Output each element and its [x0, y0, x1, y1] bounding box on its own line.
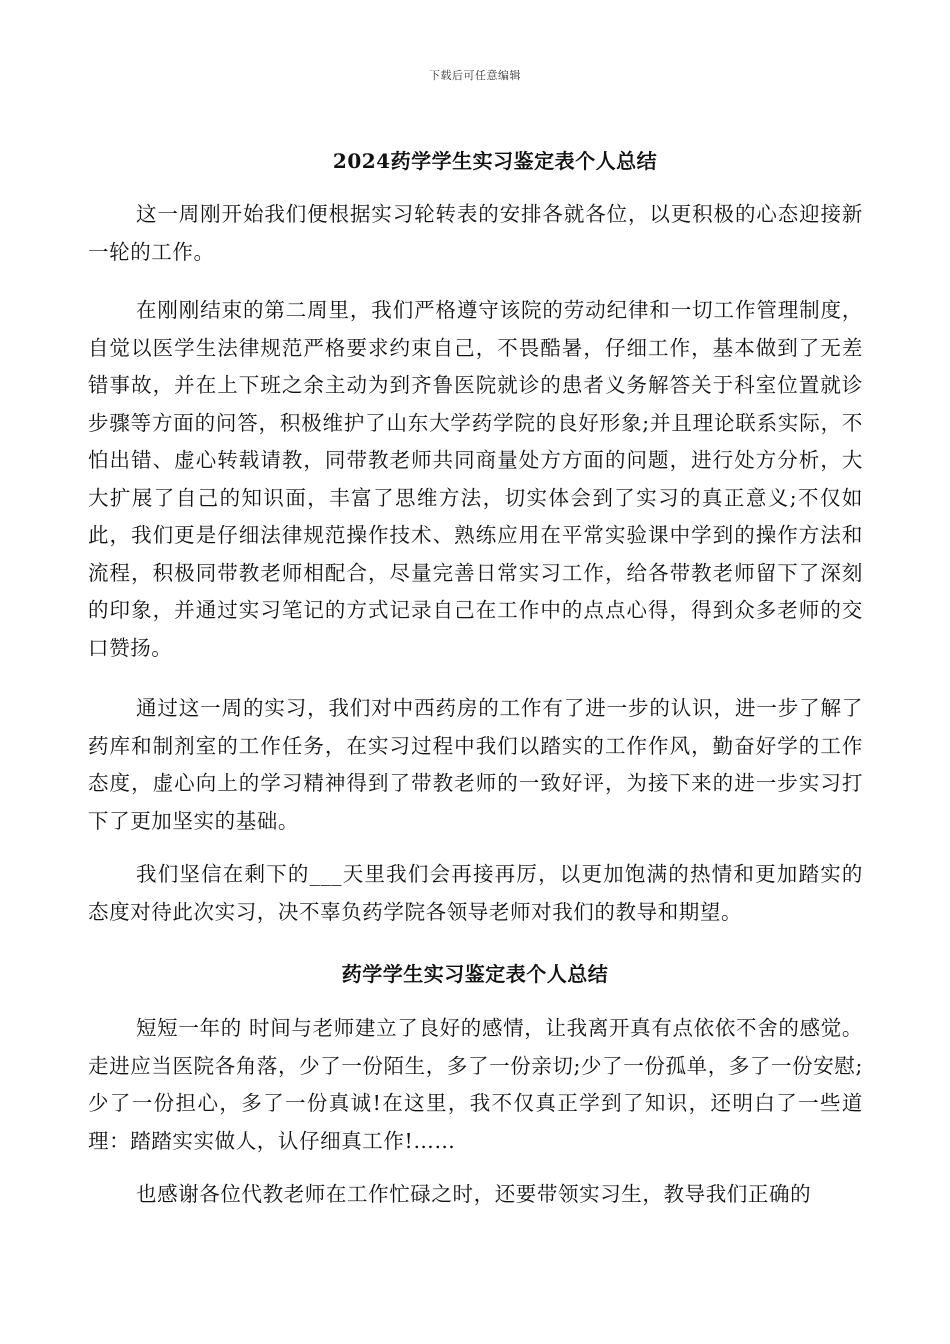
header-note: 下载后可任意编辑 [429, 69, 521, 82]
section-2-title: 药学学生实习鉴定表个人总结 [341, 962, 609, 986]
section-1-paragraph-1: 这一周刚开始我们便根据实习轮转表的安排各就各位，以更积极的心态迎接新一轮的工作。 [88, 202, 863, 264]
section-2-paragraph-2: 也感谢各位代教老师在工作忙碌之时，还要带领实习生，教导我们正确的 [136, 1182, 812, 1206]
section-2-paragraph-1: 短短一年的 时间与老师建立了良好的感情，让我离开真有点依依不舍的感觉。走进应当医院各角落，少了一份陌生，多了一份亲切;少了一份孤单，多了一份安慰;少了一份担心，多了一份真诚!在这里，我不仅真正学到了知识，还明白了一些道理：踏踏实实做人，认仔细真工作!…… [88, 1016, 863, 1153]
section-1-title: 2024药学学生实习鉴定表个人总结 [332, 149, 658, 173]
section-1-paragraph-4: 我们坚信在剩下的___天里我们会再接再厉，以更加饱满的热情和更加踏实的态度对待此次实习，决不辜负药学院各领导老师对我们的教导和期望。 [88, 862, 863, 924]
section-1-paragraph-2: 在刚刚结束的第二周里，我们严格遵守该院的劳动纪律和一切工作管理制度，自觉以医学生法律规范严格要求约束自己，不畏酷暑，仔细工作，基本做到了无差错事故，并在上下班之余主动为到齐鲁医院就诊的患者义务解答关于科室位置就诊步骤等方面的问答，积极维护了山东大学药学院的良好形象;并且理论联系实际，不怕出错、虚心转载请教，同带教老师共同商量处方方面的问题，进行处方分析，大大扩展了自己的知识面，丰富了思维方法，切实体会到了实习的真正意义;不仅如此，我们更是仔细法律规范操作技术、熟练应用在平常实验课中学到的操作方法和流程，积极同带教老师相配合，尽量完善日常实习工作，给各带教老师留下了深刻的印象，并通过实习笔记的方式记录自己在工作中的点点心得，得到众多老师的交口赞扬。 [88, 298, 863, 660]
section-1-paragraph-3: 通过这一周的实习，我们对中西药房的工作有了进一步的认识，进一步了解了药库和制剂室的工作任务，在实习过程中我们以踏实的工作作风，勤奋好学的工作态度，虚心向上的学习精神得到了带教老师的一致好评，为接下来的进一步实习打下了更加坚实的基础。 [88, 696, 863, 833]
